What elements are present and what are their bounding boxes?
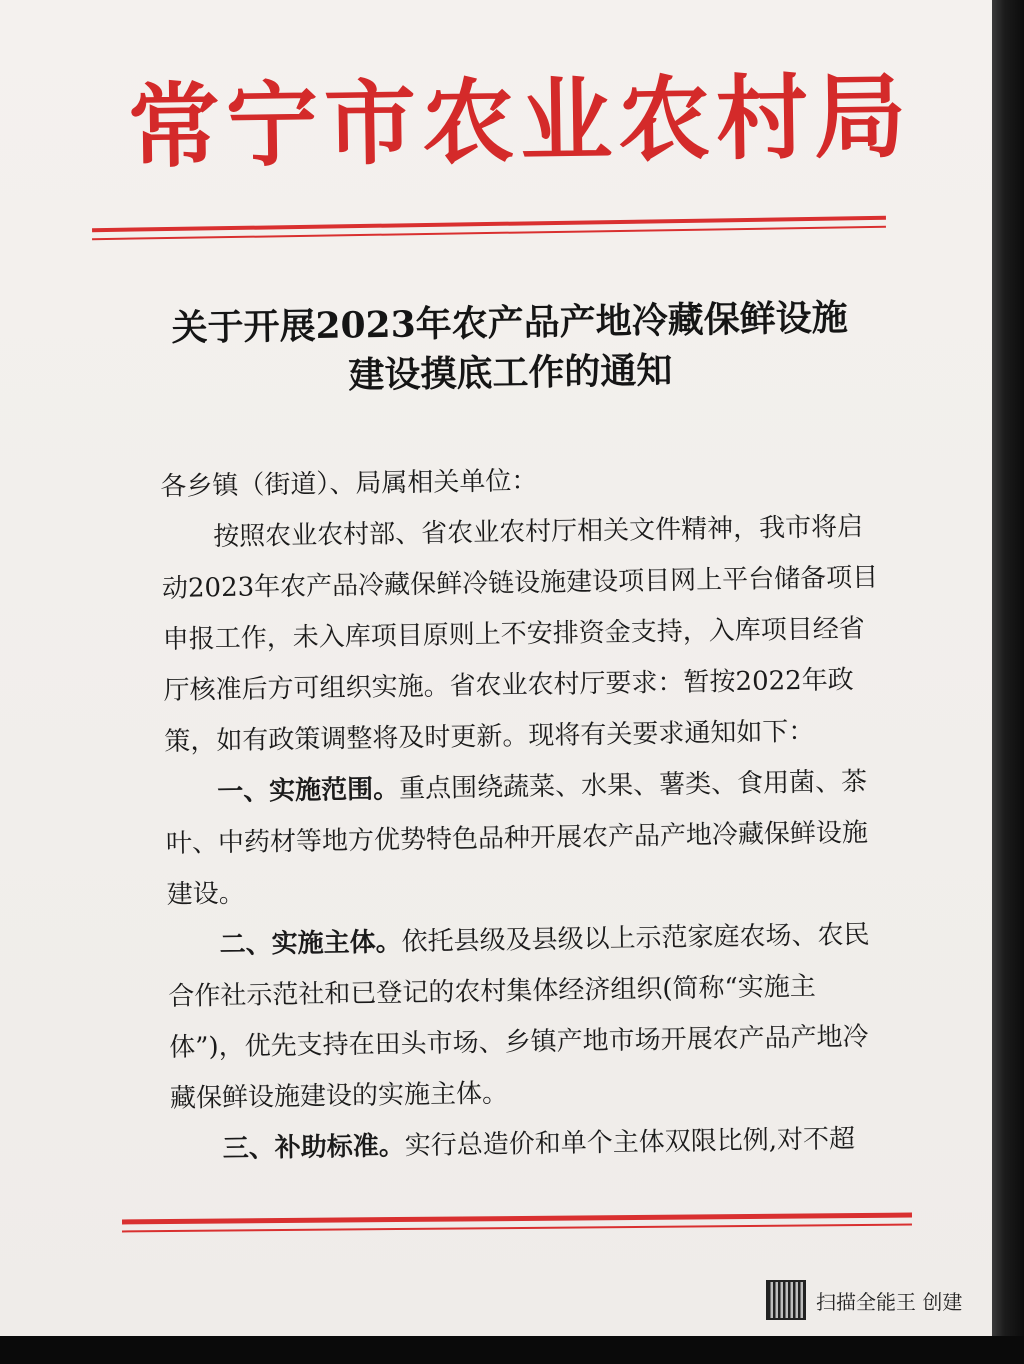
title-line-1: 关于开展2023年农产品产地冷藏保鲜设施 [171,296,848,350]
section-scope-heading: 一、实施范围。 [216,774,400,808]
section-subsidy-heading: 三、补助标准。 [222,1131,406,1165]
footer-rule-thin [122,1224,912,1233]
section-entity-text: 依托县级及县级以上示范家庭农场、农民合作社示范社和已登记的农村集体经济组织(简称“实施主体”)，优先支持在田头市场、乡镇产地市场开展农产品产地冷藏保鲜设施建设的实施主体。 [168,919,870,1114]
footer-rule-thick [122,1213,912,1225]
salutation: 各乡镇（街道）、局属相关单位： [160,466,538,502]
monitor-bezel-bottom [0,1336,1024,1364]
letterhead-rule-thick [92,216,886,232]
qr-code-icon [766,1280,806,1320]
section-entity [167,910,890,1125]
watermark-text: 扫描全能王 创建 [816,1289,963,1314]
section-subsidy [170,1114,891,1176]
scanner-watermark [766,1280,962,1320]
section-scope [165,757,887,921]
title-line-2: 建设摸底工作的通知 [348,349,673,397]
section-entity-heading: 二、实施主体。 [219,927,402,961]
section-subsidy-text: 实行总造价和单个主体双限比例,对不超 [404,1124,856,1162]
paragraph-intro: 按照农业农村部、省农业农村厅相关文件精神，我市将启动2023年农产品冷藏保鲜冷链设施建设项目网上平台储备项目申报工作，未入库项目原则上不安排资金支持，入库项目经省厅核准后方可组织实施。省农业农村厅要求：暂按2022年政策，如有政策调整将及时更新。现将有关要求通知如下： [161,511,879,757]
agency-letterhead: 常宁市农业农村局 [127,62,913,182]
document-title [149,292,870,403]
section-scope-text: 重点围绕蔬菜、水果、薯类、食用菌、茶叶、中药材等地方优势特色品种开展农产品产地冷藏保鲜设施建设。 [165,766,869,910]
monitor-bezel-right [992,0,1024,1364]
document-body [160,451,891,1176]
